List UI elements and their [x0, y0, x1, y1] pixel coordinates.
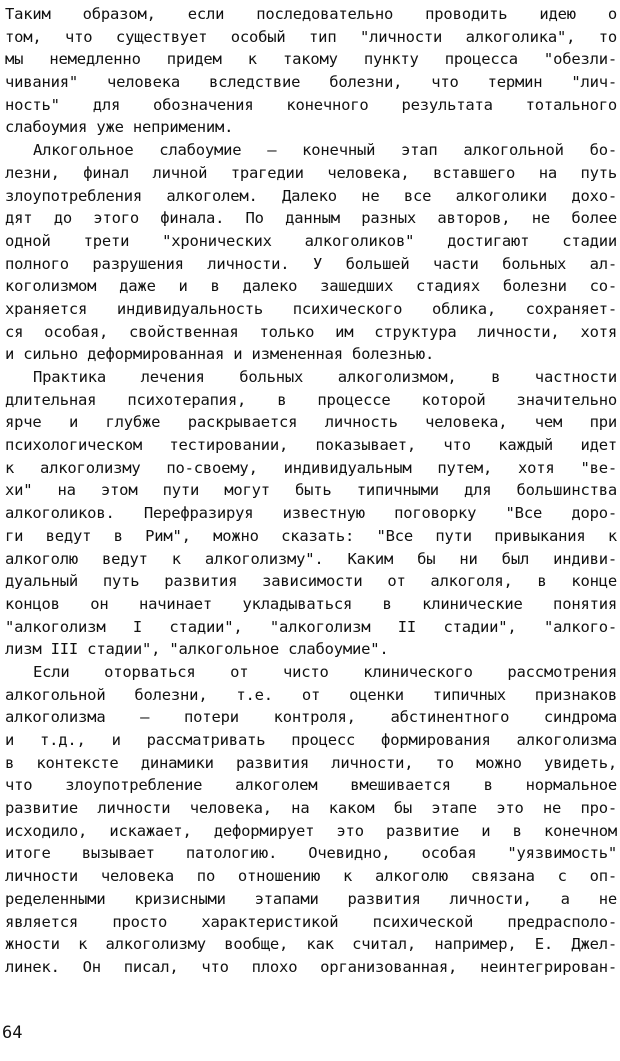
text-line: слабоумия уже неприменим. [5, 118, 234, 137]
text-line: алкоголиков. Перефразируя известную поговорку "Все доро- [5, 504, 617, 523]
text-line: в контексте динамики развития личности, то можно увидеть, [5, 753, 617, 772]
text-line: алкоголю ведут к алкоголизму". Каким бы ни был индиви- [5, 549, 617, 568]
paragraph [5, 3, 617, 139]
text-line: лизм III стадии", "алкогольное слабоумие". [5, 640, 389, 659]
text-line: Таким образом, если последовательно проводить идею о [5, 5, 617, 23]
text-line: концов он начинает укладываться в клинические понятия [5, 594, 617, 613]
text-line: к алкоголизму по-своему, индивидуальным путем, хотя "ве- [5, 458, 617, 477]
text-line: ся особая, свойственная только им структура личности, хотя [5, 322, 617, 341]
text-line: ги ведут в Рим", можно сказать: "Все пути привыкания к [5, 526, 617, 545]
text-line: и сильно деформированная и измененная болезнью. [5, 345, 435, 364]
text-line: коголизмом даже и в далеко зашедших стадиях болезни со- [5, 277, 617, 296]
text-line: личности человека по отношению к алкоголю связана с оп- [5, 867, 617, 886]
text-line: исходило, искажает, деформирует это развитие и в конечном [5, 821, 617, 840]
text-line: что злоупотребление алкоголем вмешивается в нормальное [5, 776, 617, 795]
text-line: Практика лечения больных алкоголизмом, в частности [33, 368, 617, 386]
text-line: жности к алкоголизму вообще, как считал, например, Е. Джел- [5, 935, 617, 954]
text-line: итоге вызывает патологию. Очевидно, особая "уязвимость" [5, 844, 617, 863]
text-line: полного разрушения личности. У большей части больных ал- [5, 254, 617, 273]
text-line: психологическом тестировании, показывает, что каждый идет [5, 436, 617, 455]
text-line: "алкоголизм I стадии", "алкоголизм II стадии", "алкого- [5, 617, 617, 636]
text-line: развитие личности человека, на каком бы этапе это не про- [5, 799, 617, 818]
text-line: ность" для обозначения конечного результата тотального [5, 95, 617, 114]
text-line: дуальный путь развития зависимости от алкоголя, в конце [5, 572, 617, 591]
text-line: ределенными кризисными этапами развития личности, а не [5, 889, 617, 908]
text-line: одной трети "хронических алкоголиков" достигают стадии [5, 231, 617, 250]
text-line: храняется индивидуальность психического облика, сохраняет- [5, 299, 617, 318]
text-line: Алкогольное слабоумие – конечный этап алкогольной бо- [33, 141, 617, 160]
text-line: линек. Он писал, что плохо организованная, неинтегрирован- [5, 957, 617, 976]
text-line: длительная психотерапия, в процессе которой значительно [5, 390, 617, 409]
paragraph [5, 139, 617, 366]
text-line: том, что существует особый тип "личности алкоголика", то [5, 27, 617, 46]
text-line: чивания" человека вследствие болезни, что термин "лич- [5, 73, 617, 92]
text-line: лезни, финал личной трагедии человека, вставшего на путь [5, 163, 617, 182]
page-number: 64 [2, 1023, 23, 1043]
paragraph [5, 366, 617, 661]
text-line: алкогольной болезни, т.е. от оценки типичных признаков [5, 685, 617, 704]
text-line: и т.д., и рассматривать процесс формирования алкоголизма [5, 731, 617, 749]
text-line: является просто характеристикой психической предрасполо- [5, 912, 617, 931]
body-text [5, 3, 617, 979]
text-line: ярче и глубже раскрывается личность человека, чем при [5, 413, 617, 432]
text-line: алкоголизма – потери контроля, абстинентного синдрома [5, 708, 617, 727]
text-line: Если оторваться от чисто клинического рассмотрения [33, 662, 617, 681]
text-line: хи" на этом пути могут быть типичными для большинства [5, 481, 617, 500]
text-line: дят до этого финала. По данным разных авторов, не более [5, 209, 617, 228]
text-line: злоупотребления алкоголем. Далеко не все алкоголики дохо- [5, 186, 617, 205]
paragraph [5, 661, 617, 979]
text-line: мы немедленно придем к такому пункту процесса "обезли- [5, 50, 617, 69]
